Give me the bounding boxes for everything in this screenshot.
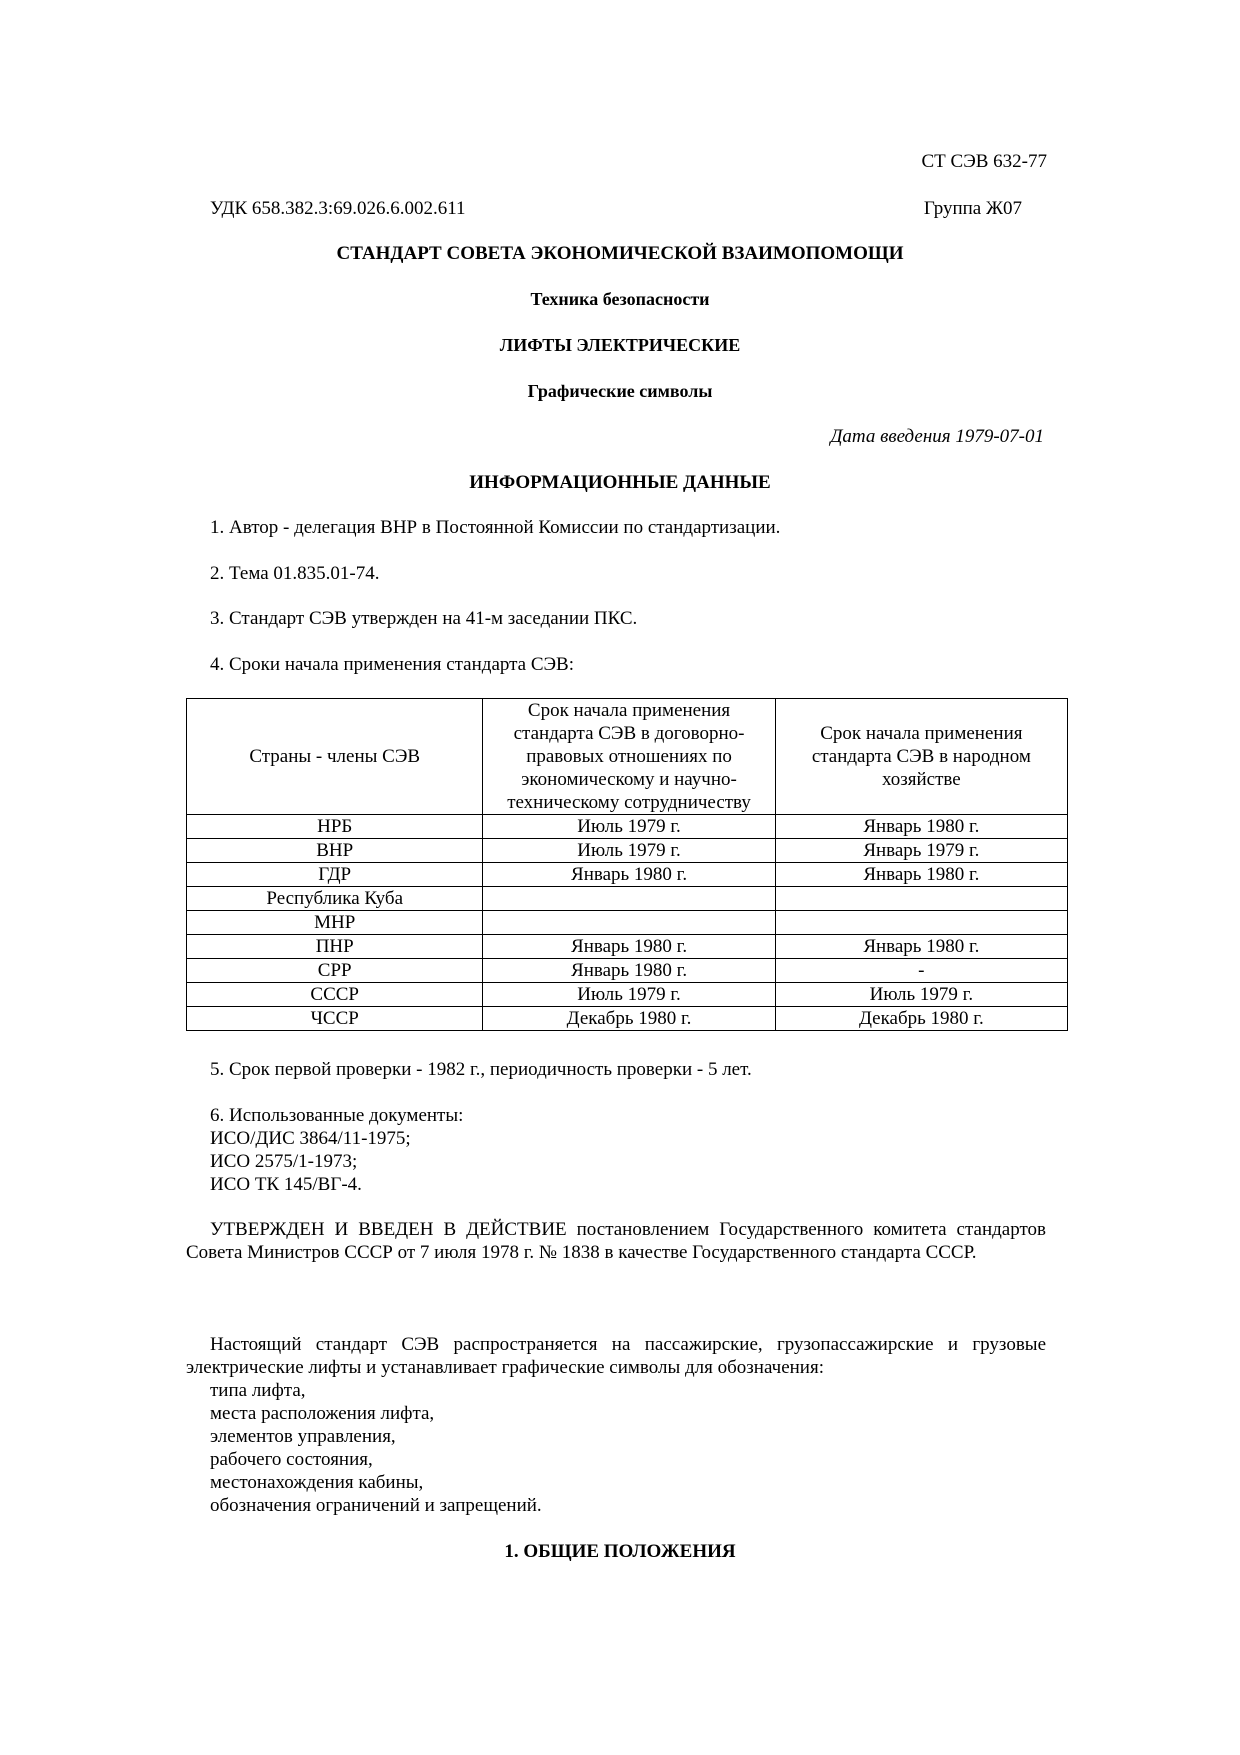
table-row xyxy=(187,863,1068,887)
header-contract-date: Срок начала применения стандарта СЭВ в договорно-правовых отношениях по экономическому и научно-техническому сотрудничеству xyxy=(483,699,775,815)
header-economy-date: Срок начала применения стандарта СЭВ в народном хозяйстве xyxy=(775,699,1067,815)
table-row xyxy=(187,1007,1068,1031)
table-cell: Республика Куба xyxy=(187,887,483,911)
table-cell xyxy=(483,911,775,935)
info-item-4: 4. Сроки начала применения стандарта СЭВ: xyxy=(210,654,575,675)
section-heading: 1. ОБЩИЕ ПОЛОЖЕНИЯ xyxy=(504,1541,736,1562)
table-cell: Декабрь 1980 г. xyxy=(775,1007,1067,1031)
info-item-6 xyxy=(210,1104,463,1196)
table-cell: Январь 1980 г. xyxy=(483,863,775,887)
udk-code: УДК 658.382.3:69.026.6.002.611 xyxy=(210,198,466,219)
table-cell: НРБ xyxy=(187,815,483,839)
list-item: местонахождения кабины, xyxy=(210,1472,424,1493)
table-row xyxy=(187,839,1068,863)
scope-list xyxy=(210,1379,542,1517)
subtitle-graphic-symbols: Графические символы xyxy=(527,381,713,401)
subtitle-elevators: ЛИФТЫ ЭЛЕКТРИЧЕСКИЕ xyxy=(499,335,741,355)
table-cell: Январь 1979 г. xyxy=(775,839,1067,863)
introduction-date: Дата введения 1979-07-01 xyxy=(830,426,1044,447)
table-cell: МНР xyxy=(187,911,483,935)
table-cell: Январь 1980 г. xyxy=(483,935,775,959)
table-cell xyxy=(483,887,775,911)
referenced-document: ИСО/ДИС 3864/11-1975; xyxy=(210,1128,411,1149)
table-header-row xyxy=(187,699,1068,815)
referenced-document: ИСО ТК 145/ВГ-4. xyxy=(210,1174,362,1195)
table-cell: Июль 1979 г. xyxy=(483,983,775,1007)
table-cell: Декабрь 1980 г. xyxy=(483,1007,775,1031)
table-cell: СРР xyxy=(187,959,483,983)
info-item-1: 1. Автор - делегация ВНР в Постоянной Комиссии по стандартизации. xyxy=(210,517,781,538)
table-cell: СССР xyxy=(187,983,483,1007)
table-cell: Январь 1980 г. xyxy=(775,815,1067,839)
list-item: рабочего состояния, xyxy=(210,1449,373,1470)
table-cell: Январь 1980 г. xyxy=(483,959,775,983)
header-countries: Страны - члены СЭВ xyxy=(187,699,483,815)
table-cell: ВНР xyxy=(187,839,483,863)
table-cell: ГДР xyxy=(187,863,483,887)
info-item-5: 5. Срок первой проверки - 1982 г., периодичность проверки - 5 лет. xyxy=(210,1059,752,1080)
table-cell: ПНР xyxy=(187,935,483,959)
scope-paragraph: Настоящий стандарт СЭВ распространяется на пассажирские, грузопассажирские и грузовые электрические лифты и устанавливает графические символы для обозначения: xyxy=(186,1334,1046,1378)
application-dates-table xyxy=(186,698,1068,1031)
table-cell: ЧССР xyxy=(187,1007,483,1031)
list-item: элементов управления, xyxy=(210,1426,396,1447)
table-row xyxy=(187,911,1068,935)
table-cell: Июль 1979 г. xyxy=(483,839,775,863)
info-heading: ИНФОРМАЦИОННЫЕ ДАННЫЕ xyxy=(469,472,771,493)
table-row xyxy=(187,815,1068,839)
info-item-6-title: 6. Использованные документы: xyxy=(210,1105,464,1126)
standard-designation: СТ СЭВ 632-77 xyxy=(921,151,1047,172)
approval-paragraph: УТВЕРЖДЕН И ВВЕДЕН В ДЕЙСТВИЕ постановлением Государственного комитета стандартов Совета Министров СССР от 7 июля 1978 г. № 1838 в качестве Государственного стандарта СССР. xyxy=(186,1219,1046,1263)
table-cell: - xyxy=(775,959,1067,983)
organization-title: СТАНДАРТ СОВЕТА ЭКОНОМИЧЕСКОЙ ВЗАИМОПОМОЩИ xyxy=(336,243,904,264)
list-item: типа лифта, xyxy=(210,1380,306,1401)
table-row xyxy=(187,935,1068,959)
table-row xyxy=(187,983,1068,1007)
table-cell xyxy=(775,911,1067,935)
info-item-3: 3. Стандарт СЭВ утвержден на 41-м заседании ПКС. xyxy=(210,608,638,629)
info-item-2: 2. Тема 01.835.01-74. xyxy=(210,563,380,584)
referenced-document: ИСО 2575/1-1973; xyxy=(210,1151,358,1172)
table-cell: Январь 1980 г. xyxy=(775,935,1067,959)
list-item: обозначения ограничений и запрещений. xyxy=(210,1495,542,1516)
list-item: места расположения лифта, xyxy=(210,1403,435,1424)
table-row xyxy=(187,959,1068,983)
subtitle-safety: Техника безопасности xyxy=(530,289,710,309)
group-code: Группа Ж07 xyxy=(923,198,1022,219)
table-cell: Июль 1979 г. xyxy=(775,983,1067,1007)
table-cell: Июль 1979 г. xyxy=(483,815,775,839)
table-row xyxy=(187,887,1068,911)
table-cell xyxy=(775,887,1067,911)
table-cell: Январь 1980 г. xyxy=(775,863,1067,887)
